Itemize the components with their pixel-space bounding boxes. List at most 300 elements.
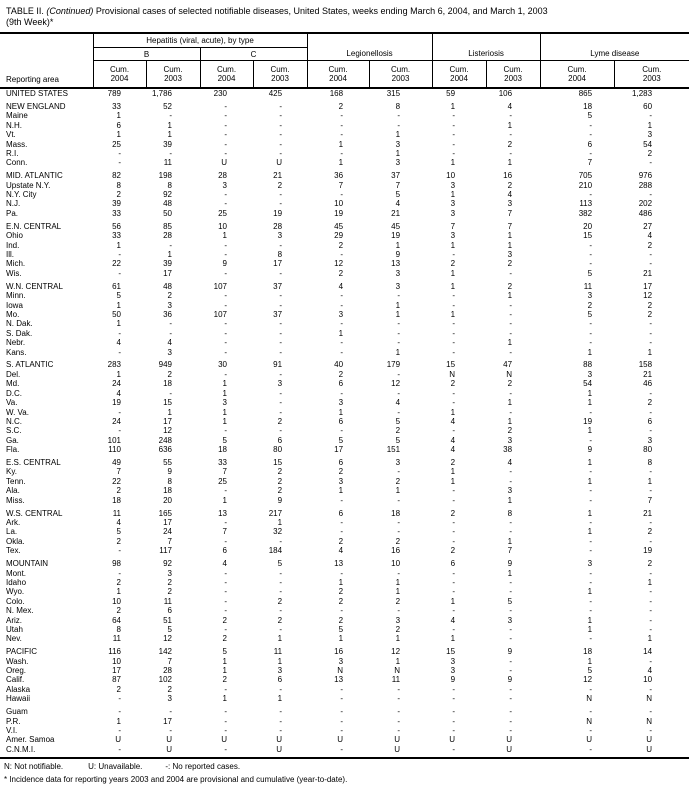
value-cell: 1 (587, 476, 593, 486)
table-row (0, 199, 689, 208)
value-cell: - (452, 568, 456, 578)
value-cell: 4 (507, 101, 513, 111)
table-row (0, 634, 689, 643)
value-cell: 16 (503, 171, 513, 181)
value-cell: - (397, 527, 401, 537)
value-cell: 50 (112, 309, 121, 319)
value-cell: 5 (395, 416, 401, 426)
table-row (0, 657, 689, 666)
value-cell: U (166, 735, 172, 745)
reporting-area-cell: Ind. (6, 240, 20, 250)
value-cell: - (589, 407, 593, 417)
value-cell: 151 (386, 445, 401, 455)
value-cell: 29 (334, 231, 344, 241)
value-cell: 80 (643, 445, 653, 455)
value-cell: - (509, 587, 513, 597)
value-cell: - (118, 426, 121, 436)
value-cell: - (279, 190, 283, 200)
value-cell: - (279, 120, 283, 130)
value-cell: U (646, 744, 653, 754)
value-cell: 1 (587, 347, 593, 357)
value-cell: 80 (273, 445, 283, 455)
value-cell: 18 (218, 445, 227, 455)
value-cell: 10 (391, 559, 401, 569)
value-cell: 61 (112, 281, 121, 291)
reporting-area-cell: Ohio (6, 231, 23, 241)
reporting-area-cell: Tex. (6, 546, 21, 556)
reporting-area-cell: S. Dak. (6, 328, 33, 338)
cum-label: Cum. (163, 65, 183, 74)
value-cell: 13 (334, 675, 344, 685)
value-cell: 8 (277, 250, 283, 259)
value-cell: - (452, 319, 456, 329)
value-cell: - (649, 338, 653, 348)
table-row (0, 121, 689, 130)
value-cell: - (589, 606, 593, 616)
value-cell: 3 (450, 208, 456, 218)
value-cell: U (337, 735, 344, 745)
value-cell: 45 (334, 221, 344, 231)
reporting-area-cell: Guam (6, 707, 28, 717)
value-cell: - (169, 726, 172, 735)
value-cell: 107 (213, 309, 227, 319)
value-cell: 8 (395, 101, 401, 111)
value-cell: - (452, 587, 456, 597)
group-header-legionellosis: Legionellosis (307, 33, 432, 61)
value-cell: 12 (163, 426, 172, 436)
value-cell: 28 (163, 666, 172, 676)
value-cell: - (279, 139, 283, 149)
value-cell: 17 (643, 281, 653, 291)
value-cell: - (589, 120, 593, 130)
value-cell: 1 (450, 407, 456, 417)
value-cell: U (276, 744, 283, 754)
group-header-hepatitis: Hepatitis (viral, acute), by type (93, 33, 307, 48)
value-cell: - (118, 707, 121, 717)
value-cell: - (340, 716, 344, 726)
table-row (0, 546, 689, 555)
value-cell: - (397, 694, 401, 704)
value-cell: - (169, 319, 172, 329)
value-cell: 2 (338, 240, 344, 250)
value-cell: 3 (395, 281, 401, 291)
value-cell: - (224, 347, 227, 357)
value-cell: 5 (587, 309, 593, 319)
value-cell: 20 (583, 221, 593, 231)
value-cell: 1 (222, 416, 227, 426)
value-cell: - (118, 347, 121, 357)
value-cell: 2 (277, 467, 283, 477)
reporting-area-cell: MID. ATLANTIC (6, 171, 63, 181)
value-cell: - (509, 407, 513, 417)
value-cell: 2 (450, 546, 456, 556)
value-cell: - (589, 596, 593, 606)
value-cell: 47 (503, 360, 513, 370)
reporting-area-cell: W.S. CENTRAL (6, 508, 63, 518)
value-cell: 2 (116, 684, 121, 694)
value-cell: - (649, 606, 653, 616)
value-cell: - (397, 369, 401, 379)
cum-label: Cum. (216, 65, 237, 74)
value-cell: 39 (163, 259, 172, 269)
value-cell: - (340, 744, 344, 754)
reporting-area-cell: N.J. (6, 199, 21, 209)
value-cell: - (397, 568, 401, 578)
value-cell: 198 (158, 171, 172, 181)
value-cell: - (118, 726, 121, 735)
table-row (0, 417, 689, 426)
value-cell: - (452, 517, 456, 527)
table-row (0, 477, 689, 486)
value-cell: - (452, 148, 456, 158)
value-cell: N (337, 666, 344, 676)
year-label: 2003 (504, 74, 522, 83)
value-cell: - (224, 426, 227, 436)
value-cell: 3 (338, 398, 344, 408)
value-cell: 1 (116, 300, 121, 310)
value-cell: 11 (163, 596, 172, 606)
value-cell: - (279, 624, 283, 634)
value-cell: - (224, 268, 227, 278)
value-cell: - (340, 338, 344, 348)
value-cell: 2 (277, 486, 283, 496)
value-cell: 6 (338, 458, 344, 468)
reporting-area-cell: Upstate N.Y. (6, 180, 51, 190)
value-cell: 1 (395, 634, 401, 644)
value-cell: 18 (163, 379, 172, 389)
value-cell: 10 (643, 675, 653, 685)
value-cell: 19 (112, 398, 121, 408)
value-cell: 24 (112, 416, 121, 426)
reporting-area-cell: D.C. (6, 388, 22, 398)
value-cell: 2 (222, 634, 227, 644)
value-cell: - (279, 577, 283, 587)
value-cell: 288 (638, 180, 653, 190)
value-cell: 1 (507, 338, 513, 348)
table-row (0, 389, 689, 398)
value-cell: 19 (273, 208, 283, 218)
value-cell: - (279, 684, 283, 694)
value-cell: 1 (647, 577, 653, 587)
value-cell: 789 (107, 89, 121, 98)
value-cell: 11 (112, 634, 121, 644)
value-cell: - (279, 716, 283, 726)
value-cell: 1 (507, 495, 513, 505)
value-cell: 2 (277, 476, 283, 486)
value-cell: 36 (163, 309, 172, 319)
value-cell: 36 (334, 171, 344, 181)
value-cell: 1 (450, 476, 456, 486)
value-cell: - (397, 495, 401, 505)
value-cell: 15 (446, 647, 456, 657)
value-cell: 19 (643, 546, 653, 556)
reporting-area-cell: Ky. (6, 467, 17, 477)
value-cell: 49 (112, 458, 121, 468)
value-cell: - (452, 707, 456, 717)
reporting-area-cell: Mo. (6, 309, 20, 319)
value-cell: 11 (583, 281, 593, 291)
value-cell: 12 (391, 647, 401, 657)
value-cell: - (509, 467, 513, 477)
value-cell: - (279, 338, 283, 348)
value-cell: 17 (163, 268, 172, 278)
value-cell: 1 (338, 139, 344, 149)
year-label: 2003 (391, 74, 410, 83)
value-cell: - (452, 495, 456, 505)
value-cell: - (649, 111, 653, 121)
reporting-area-cell: Vt. (6, 130, 16, 140)
value-cell: - (509, 726, 513, 735)
value-cell: 3 (395, 158, 401, 168)
table-row (0, 666, 689, 675)
value-cell: 1 (338, 634, 344, 644)
value-cell: 3 (587, 291, 593, 301)
value-cell: 3 (338, 656, 344, 666)
value-cell: - (509, 517, 513, 527)
value-cell: 55 (163, 458, 172, 468)
value-cell: - (340, 495, 344, 505)
value-cell: 37 (391, 171, 401, 181)
value-cell: - (452, 250, 456, 259)
value-cell: - (224, 130, 227, 140)
reporting-area-cell: Colo. (6, 596, 25, 606)
value-cell: - (509, 707, 513, 717)
value-cell: 85 (163, 221, 172, 231)
value-cell: 5 (395, 190, 401, 200)
value-cell: 15 (273, 458, 283, 468)
value-cell: - (118, 268, 121, 278)
value-cell: - (340, 684, 344, 694)
value-cell: 7 (647, 495, 653, 505)
value-cell: - (340, 527, 344, 537)
value-cell: 1 (167, 407, 172, 417)
table-row (0, 250, 689, 259)
reporting-area-cell: Wash. (6, 656, 29, 666)
value-cell: 28 (163, 231, 172, 241)
value-cell: 1 (507, 568, 513, 578)
value-cell: - (340, 120, 344, 130)
value-cell: - (589, 486, 593, 496)
table-row (0, 675, 689, 684)
value-cell: 2 (116, 606, 121, 616)
value-cell: - (589, 130, 593, 140)
value-cell: 1 (450, 240, 456, 250)
value-cell: 3 (167, 694, 172, 704)
value-cell: - (169, 388, 172, 398)
value-cell: 2 (507, 379, 513, 389)
value-cell: 40 (334, 360, 344, 370)
value-cell: 1 (167, 130, 172, 140)
value-cell: 3 (507, 486, 513, 496)
value-cell: 3 (167, 568, 172, 578)
column-header-hepb-cum-2004 (93, 61, 146, 89)
value-cell: 2 (450, 259, 456, 269)
table-row (0, 597, 689, 606)
value-cell: 9 (222, 259, 227, 269)
value-cell: 1 (222, 379, 227, 389)
footnote-u: U: Unavailable. (88, 762, 143, 772)
value-cell: 1 (450, 467, 456, 477)
table-header (0, 33, 689, 88)
reporting-area-cell: E.N. CENTRAL (6, 221, 62, 231)
value-cell: U (506, 735, 513, 745)
reporting-area-cell: N.H. (6, 120, 22, 130)
table-title-text: Provisional cases of selected notifiable diseases, United States, weeks ending March 6, 2004, and March 1, 2003 (93, 6, 548, 16)
value-cell: 9 (507, 647, 513, 657)
value-cell: 12 (643, 291, 653, 301)
reporting-area-cell: Ill. (6, 250, 14, 259)
value-cell: - (279, 268, 283, 278)
value-cell: - (118, 158, 121, 168)
value-cell: 1 (647, 347, 653, 357)
value-cell: - (509, 347, 513, 357)
value-cell: - (279, 426, 283, 436)
value-cell: 4 (116, 338, 121, 348)
value-cell: 19 (334, 208, 344, 218)
reporting-area-cell: C.N.M.I. (6, 744, 36, 754)
value-cell: 14 (643, 647, 653, 657)
value-cell: - (649, 158, 653, 168)
table-row (0, 496, 689, 505)
table-row (0, 704, 689, 717)
table-row (0, 370, 689, 379)
value-cell: 2 (647, 300, 653, 310)
value-cell: - (224, 606, 227, 616)
value-cell: 12 (334, 259, 344, 269)
cum-label: Cum. (503, 65, 523, 74)
value-cell: 3 (507, 250, 513, 259)
table-row (0, 569, 689, 578)
reporting-area-cell: N. Mex. (6, 606, 34, 616)
reporting-area-cell: Tenn. (6, 476, 26, 486)
value-cell: - (452, 716, 456, 726)
column-header-hepb-cum-2003 (146, 61, 200, 89)
value-cell: 33 (112, 208, 121, 218)
value-cell: - (279, 398, 283, 408)
reporting-area-cell: Nebr. (6, 338, 26, 348)
value-cell: - (340, 148, 344, 158)
reporting-area-cell: PACIFIC (6, 647, 37, 657)
value-cell: U (646, 735, 653, 745)
table-title-line1 (6, 6, 683, 17)
value-cell: 21 (643, 508, 653, 518)
table-title-line2: (9th Week)* (6, 16, 54, 27)
value-cell: - (452, 527, 456, 537)
table-row (0, 467, 689, 476)
value-cell: 48 (163, 199, 172, 209)
table-row (0, 455, 689, 468)
table-row (0, 398, 689, 407)
table-row (0, 111, 689, 120)
table-row (0, 88, 689, 98)
table-row (0, 685, 689, 694)
value-cell: 7 (395, 180, 401, 190)
value-cell: 18 (112, 495, 121, 505)
value-cell: 25 (218, 476, 227, 486)
value-cell: 4 (450, 416, 456, 426)
value-cell: 2 (338, 101, 344, 111)
value-cell: - (397, 684, 401, 694)
value-cell: 3 (450, 199, 456, 209)
value-cell: - (397, 120, 401, 130)
value-cell: 2 (338, 268, 344, 278)
reporting-area-cell: Mich. (6, 259, 26, 269)
value-cell: 13 (334, 559, 344, 569)
value-cell: 7 (507, 221, 513, 231)
value-cell: 3 (395, 458, 401, 468)
cum-label: Cum. (642, 65, 662, 74)
value-cell: 1 (338, 486, 344, 496)
value-cell: 2 (116, 577, 121, 587)
value-cell: 2 (395, 596, 401, 606)
table-row (0, 357, 689, 370)
table-row (0, 445, 689, 454)
value-cell: 2 (450, 508, 456, 518)
value-cell: U (394, 744, 401, 754)
value-cell: 22 (112, 259, 121, 269)
value-cell: - (589, 495, 593, 505)
value-cell: 6 (277, 435, 283, 445)
reporting-area-cell: P.R. (6, 716, 21, 726)
value-cell: - (589, 435, 593, 445)
reporting-area-cell: Ala. (6, 486, 20, 496)
value-cell: 1 (450, 268, 456, 278)
value-cell: - (279, 101, 283, 111)
year-label: 2004 (568, 74, 586, 83)
cum-label: Cum. (270, 65, 290, 74)
value-cell: 3 (277, 379, 283, 389)
table-row (0, 130, 689, 139)
table-row (0, 310, 689, 319)
value-cell: - (509, 268, 513, 278)
reporting-area-cell: Wyo. (6, 587, 25, 597)
value-cell: 17 (112, 666, 121, 676)
table-row (0, 269, 689, 278)
value-cell: 10 (334, 199, 344, 209)
value-cell: 18 (391, 508, 401, 518)
value-cell: 1 (277, 694, 283, 704)
value-cell: - (397, 328, 401, 338)
column-header-hepc-cum-2004 (200, 61, 253, 89)
value-cell: 7 (450, 221, 456, 231)
value-cell: - (452, 536, 456, 546)
value-cell: 2 (647, 527, 653, 537)
column-header-legionellosis-cum-2003 (369, 61, 432, 89)
value-cell: 705 (578, 171, 593, 181)
value-cell: - (397, 716, 401, 726)
value-cell: 7 (587, 158, 593, 168)
value-cell: 11 (163, 158, 172, 168)
reporting-area-cell: Md. (6, 379, 20, 389)
value-cell: 6 (450, 559, 456, 569)
value-cell: 1 (395, 486, 401, 496)
value-cell: U (276, 158, 283, 168)
cum-label: Cum. (109, 65, 130, 74)
value-cell: 15 (446, 360, 456, 370)
value-cell: - (452, 606, 456, 616)
value-cell: - (397, 388, 401, 398)
table-row (0, 606, 689, 615)
value-cell: - (649, 656, 653, 666)
value-cell: - (589, 568, 593, 578)
value-cell: 486 (638, 208, 653, 218)
value-cell: - (589, 634, 593, 644)
value-cell: 1 (395, 148, 401, 158)
value-cell: 1 (116, 130, 121, 140)
value-cell: - (509, 527, 513, 537)
value-cell: 1 (647, 120, 653, 130)
value-cell: 1 (395, 347, 401, 357)
